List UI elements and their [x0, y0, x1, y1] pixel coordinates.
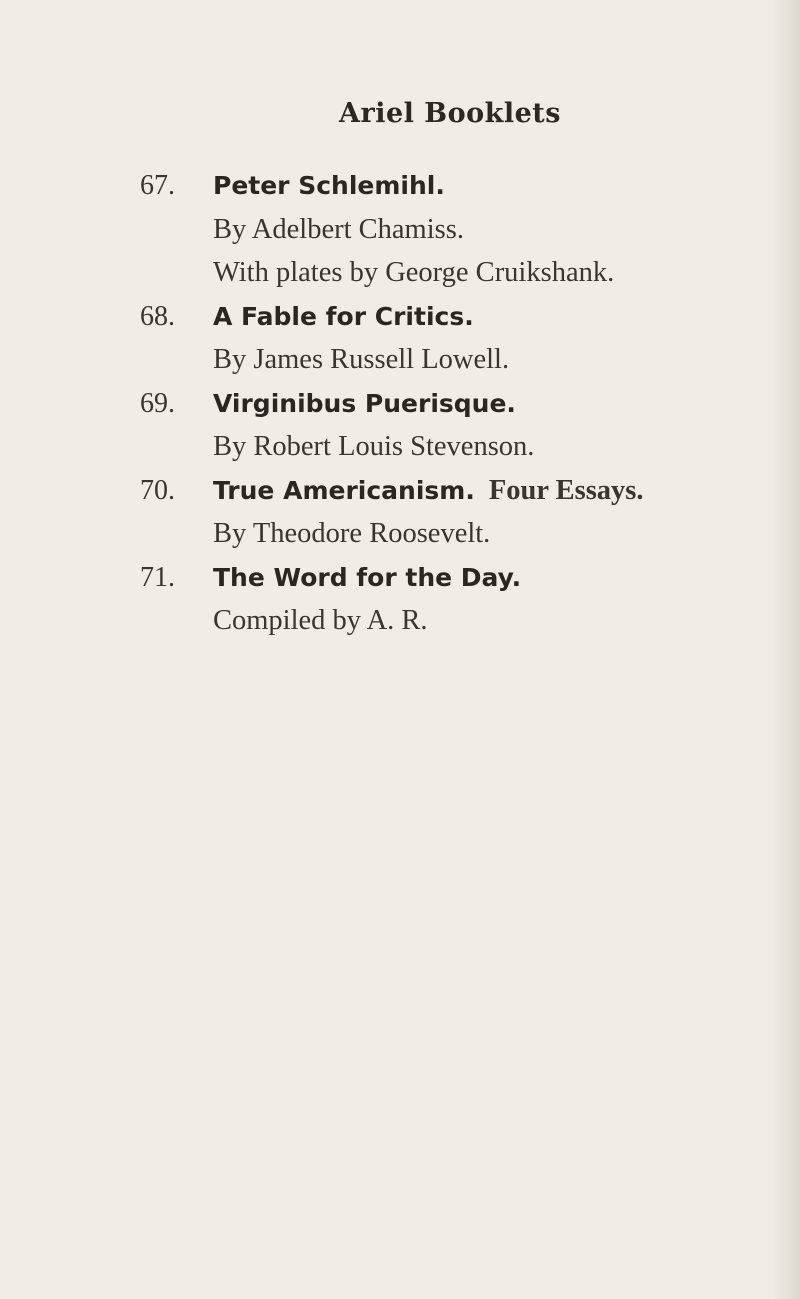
entry-number: 68.: [140, 300, 175, 332]
entry-author: By James Russell Lowell.: [213, 344, 510, 375]
list-item: [140, 295, 780, 382]
entry-number: 71.: [140, 561, 175, 593]
list-item: [140, 469, 780, 556]
running-head: Ariel Booklets: [339, 98, 561, 129]
entry-title-row: [213, 469, 780, 513]
entry-note: With plates by George Cruikshank.: [213, 257, 615, 288]
entry-number: 69.: [140, 387, 175, 419]
list-item: [140, 164, 780, 295]
entry-number: 70.: [140, 474, 175, 506]
list-item: [140, 382, 780, 469]
entry-author: By Robert Louis Stevenson.: [213, 431, 535, 462]
booklet-list: [140, 164, 780, 643]
entry-title: A Fable for Critics.: [213, 301, 474, 331]
list-item: [140, 556, 780, 643]
entry-number: 67.: [140, 170, 175, 201]
entry-author: By Adelbert Chamiss.: [213, 213, 464, 245]
entry-title: Peter Schlemihl.: [213, 171, 445, 200]
entry-title: Virginibus Puerisque.: [213, 388, 516, 418]
entry-title: True Americanism.: [213, 475, 475, 505]
entry-title-suffix: Four Essays.: [488, 474, 644, 506]
entry-author: Compiled by A. R.: [213, 605, 428, 636]
entry-author: By Theodore Roosevelt.: [213, 518, 491, 549]
entry-title: The Word for the Day.: [213, 562, 522, 592]
